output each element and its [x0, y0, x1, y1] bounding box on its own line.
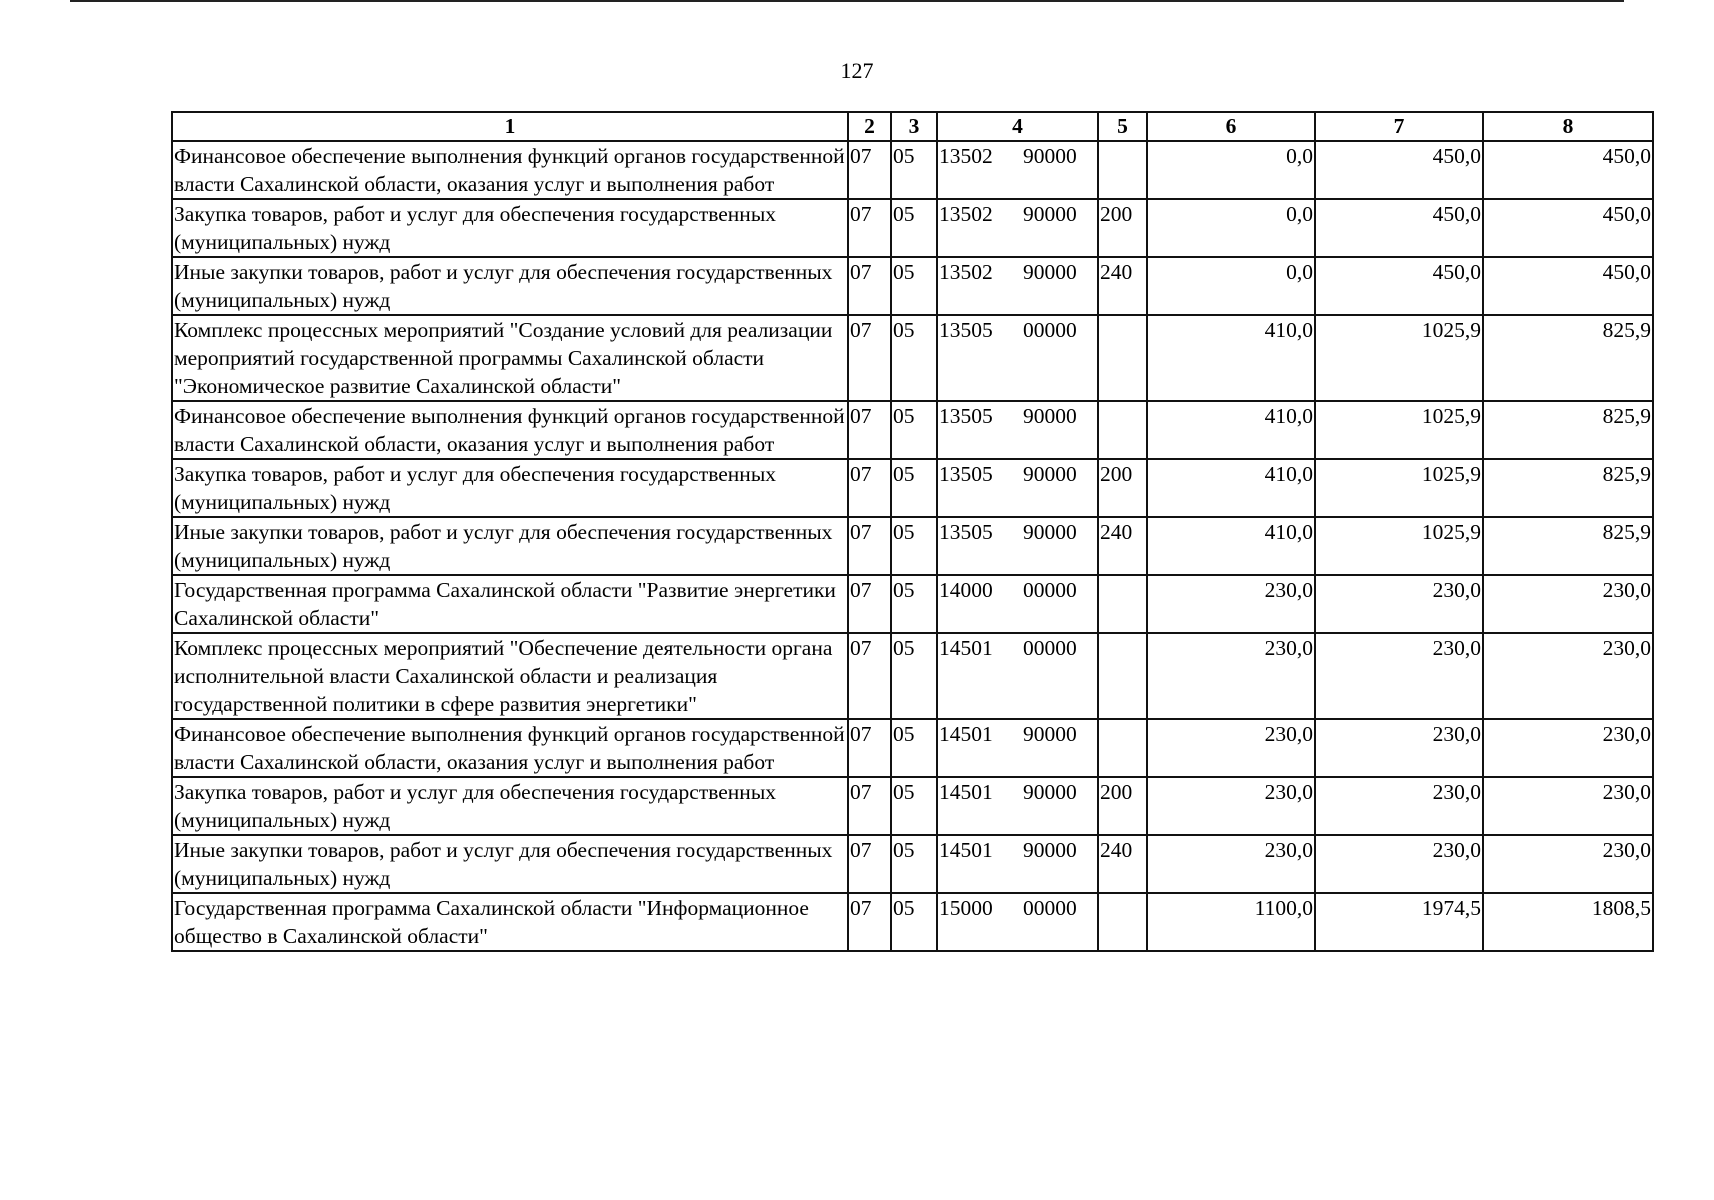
amount-col-8: 450,0 [1483, 141, 1653, 199]
target-code-program: 14000 [939, 578, 993, 602]
table-row [172, 777, 1653, 835]
subsection-code: 05 [891, 575, 937, 633]
column-header-3: 3 [891, 112, 937, 141]
table-row [172, 517, 1653, 575]
expense-type-code [1098, 401, 1147, 459]
amount-col-7: 230,0 [1315, 575, 1483, 633]
amount-col-7: 230,0 [1315, 777, 1483, 835]
target-code [937, 835, 1098, 893]
column-header-6: 6 [1147, 112, 1315, 141]
table-body [172, 141, 1653, 951]
subsection-code: 05 [891, 633, 937, 719]
expense-type-code [1098, 633, 1147, 719]
page-number: 127 [840, 58, 874, 83]
table-row [172, 141, 1653, 199]
expense-type-code [1098, 141, 1147, 199]
expense-type-code: 240 [1098, 517, 1147, 575]
amount-col-7: 1025,9 [1315, 401, 1483, 459]
amount-col-6: 0,0 [1147, 199, 1315, 257]
target-code [937, 141, 1098, 199]
amount-col-7: 1025,9 [1315, 517, 1483, 575]
section-code: 07 [848, 517, 891, 575]
subsection-code: 05 [891, 141, 937, 199]
amount-col-8: 230,0 [1483, 719, 1653, 777]
section-code: 07 [848, 401, 891, 459]
expense-type-code [1098, 719, 1147, 777]
amount-col-7: 230,0 [1315, 633, 1483, 719]
section-code: 07 [848, 459, 891, 517]
amount-col-8: 230,0 [1483, 777, 1653, 835]
column-header-2: 2 [848, 112, 891, 141]
target-code-direction: 90000 [1023, 202, 1077, 226]
amount-col-8: 230,0 [1483, 633, 1653, 719]
amount-col-8: 825,9 [1483, 459, 1653, 517]
section-code: 07 [848, 777, 891, 835]
target-code-direction: 90000 [1023, 520, 1077, 544]
expense-type-code: 200 [1098, 199, 1147, 257]
target-code-direction: 90000 [1023, 780, 1077, 804]
amount-col-6: 230,0 [1147, 719, 1315, 777]
budget-table [171, 111, 1654, 952]
target-code [937, 401, 1098, 459]
subsection-code: 05 [891, 517, 937, 575]
section-code: 07 [848, 141, 891, 199]
subsection-code: 05 [891, 719, 937, 777]
row-name: Финансовое обеспечение выполнения функций органов государственной власти Сахалинской области, оказания услуг и выполнения работ [172, 141, 848, 199]
target-code-program: 13505 [939, 404, 993, 428]
expense-type-code [1098, 575, 1147, 633]
target-code-program: 13505 [939, 318, 993, 342]
table-row [172, 835, 1653, 893]
section-code: 07 [848, 893, 891, 951]
row-name: Комплекс процессных мероприятий "Обеспечение деятельности органа исполнительной власти Сахалинской области и реализация государственной политики в сфере развития энергетики" [172, 633, 848, 719]
amount-col-8: 825,9 [1483, 517, 1653, 575]
top-rule [70, 0, 1624, 2]
section-code: 07 [848, 575, 891, 633]
row-name: Финансовое обеспечение выполнения функций органов государственной власти Сахалинской области, оказания услуг и выполнения работ [172, 401, 848, 459]
target-code [937, 199, 1098, 257]
section-code: 07 [848, 257, 891, 315]
subsection-code: 05 [891, 257, 937, 315]
row-name: Закупка товаров, работ и услуг для обеспечения государственных (муниципальных) нужд [172, 777, 848, 835]
target-code-direction: 00000 [1023, 896, 1077, 920]
target-code-program: 13502 [939, 202, 993, 226]
table-row [172, 199, 1653, 257]
section-code: 07 [848, 199, 891, 257]
amount-col-7: 230,0 [1315, 835, 1483, 893]
table-row [172, 315, 1653, 401]
expense-type-code [1098, 893, 1147, 951]
target-code-direction: 00000 [1023, 636, 1077, 660]
table-row [172, 893, 1653, 951]
row-name: Иные закупки товаров, работ и услуг для обеспечения государственных (муниципальных) нужд [172, 257, 848, 315]
target-code [937, 517, 1098, 575]
column-header-5: 5 [1098, 112, 1147, 141]
section-code: 07 [848, 835, 891, 893]
table-row [172, 633, 1653, 719]
amount-col-6: 230,0 [1147, 633, 1315, 719]
target-code [937, 459, 1098, 517]
target-code-direction: 00000 [1023, 318, 1077, 342]
column-header-4: 4 [937, 112, 1098, 141]
amount-col-8: 230,0 [1483, 575, 1653, 633]
amount-col-7: 1025,9 [1315, 315, 1483, 401]
target-code-program: 14501 [939, 780, 993, 804]
subsection-code: 05 [891, 777, 937, 835]
target-code-program: 14501 [939, 636, 993, 660]
target-code-program: 13502 [939, 144, 993, 168]
target-code-program: 13502 [939, 260, 993, 284]
table-row [172, 719, 1653, 777]
amount-col-7: 1974,5 [1315, 893, 1483, 951]
column-header-7: 7 [1315, 112, 1483, 141]
target-code [937, 633, 1098, 719]
section-code: 07 [848, 719, 891, 777]
target-code-program: 14501 [939, 838, 993, 862]
target-code-direction: 90000 [1023, 722, 1077, 746]
expense-type-code: 240 [1098, 835, 1147, 893]
target-code-program: 14501 [939, 722, 993, 746]
amount-col-8: 450,0 [1483, 199, 1653, 257]
amount-col-6: 410,0 [1147, 459, 1315, 517]
row-name: Государственная программа Сахалинской области "Развитие энергетики Сахалинской области" [172, 575, 848, 633]
row-name: Закупка товаров, работ и услуг для обеспечения государственных (муниципальных) нужд [172, 459, 848, 517]
row-name: Иные закупки товаров, работ и услуг для обеспечения государственных (муниципальных) нужд [172, 835, 848, 893]
subsection-code: 05 [891, 893, 937, 951]
amount-col-6: 0,0 [1147, 257, 1315, 315]
target-code-program: 15000 [939, 896, 993, 920]
target-code [937, 893, 1098, 951]
amount-col-6: 230,0 [1147, 835, 1315, 893]
subsection-code: 05 [891, 401, 937, 459]
row-name: Финансовое обеспечение выполнения функций органов государственной власти Сахалинской области, оказания услуг и выполнения работ [172, 719, 848, 777]
row-name: Иные закупки товаров, работ и услуг для обеспечения государственных (муниципальных) нужд [172, 517, 848, 575]
amount-col-8: 1808,5 [1483, 893, 1653, 951]
target-code-program: 13505 [939, 520, 993, 544]
target-code [937, 257, 1098, 315]
subsection-code: 05 [891, 199, 937, 257]
target-code-direction: 90000 [1023, 462, 1077, 486]
target-code-program: 13505 [939, 462, 993, 486]
row-name: Государственная программа Сахалинской области "Информационное общество в Сахалинской области" [172, 893, 848, 951]
header-row [172, 112, 1653, 141]
amount-col-7: 230,0 [1315, 719, 1483, 777]
amount-col-8: 450,0 [1483, 257, 1653, 315]
table-row [172, 257, 1653, 315]
table-row [172, 401, 1653, 459]
row-name: Закупка товаров, работ и услуг для обеспечения государственных (муниципальных) нужд [172, 199, 848, 257]
target-code [937, 575, 1098, 633]
target-code-direction: 90000 [1023, 260, 1077, 284]
table-row [172, 575, 1653, 633]
expense-type-code [1098, 315, 1147, 401]
amount-col-8: 825,9 [1483, 315, 1653, 401]
amount-col-7: 1025,9 [1315, 459, 1483, 517]
column-header-8: 8 [1483, 112, 1653, 141]
target-code [937, 777, 1098, 835]
amount-col-8: 825,9 [1483, 401, 1653, 459]
subsection-code: 05 [891, 835, 937, 893]
section-code: 07 [848, 315, 891, 401]
target-code-direction: 90000 [1023, 838, 1077, 862]
table-row [172, 459, 1653, 517]
amount-col-6: 410,0 [1147, 401, 1315, 459]
target-code [937, 315, 1098, 401]
amount-col-7: 450,0 [1315, 199, 1483, 257]
amount-col-7: 450,0 [1315, 141, 1483, 199]
amount-col-6: 230,0 [1147, 575, 1315, 633]
expense-type-code: 240 [1098, 257, 1147, 315]
expense-type-code: 200 [1098, 459, 1147, 517]
amount-col-6: 410,0 [1147, 315, 1315, 401]
target-code-direction: 00000 [1023, 578, 1077, 602]
amount-col-6: 410,0 [1147, 517, 1315, 575]
row-name: Комплекс процессных мероприятий "Создание условий для реализации мероприятий государственной программы Сахалинской области "Экономическое развитие Сахалинской области" [172, 315, 848, 401]
target-code-direction: 90000 [1023, 144, 1077, 168]
subsection-code: 05 [891, 315, 937, 401]
target-code [937, 719, 1098, 777]
amount-col-8: 230,0 [1483, 835, 1653, 893]
expense-type-code: 200 [1098, 777, 1147, 835]
column-header-1: 1 [172, 112, 848, 141]
amount-col-6: 0,0 [1147, 141, 1315, 199]
amount-col-6: 1100,0 [1147, 893, 1315, 951]
target-code-direction: 90000 [1023, 404, 1077, 428]
amount-col-6: 230,0 [1147, 777, 1315, 835]
section-code: 07 [848, 633, 891, 719]
subsection-code: 05 [891, 459, 937, 517]
amount-col-7: 450,0 [1315, 257, 1483, 315]
